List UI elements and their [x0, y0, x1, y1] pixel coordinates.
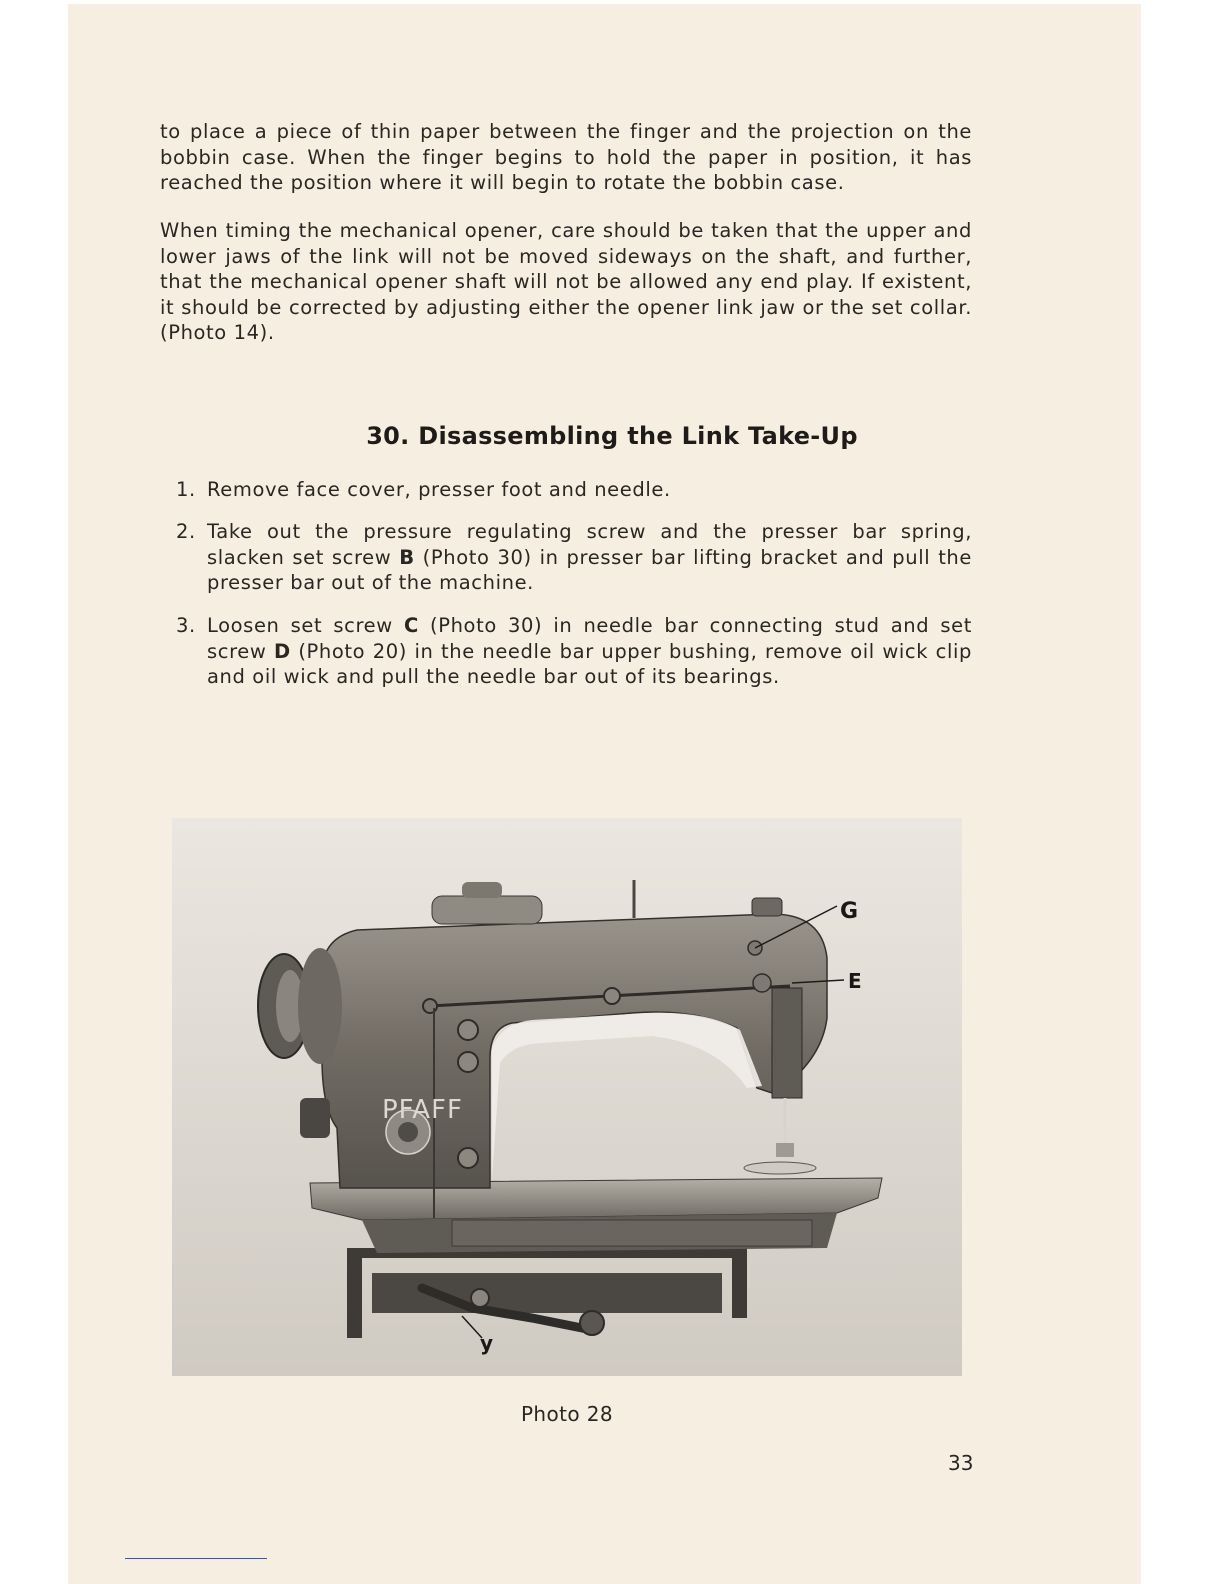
step-number: 3. [176, 614, 196, 637]
step-text-segment: Remove face cover, presser foot and needle. [207, 478, 671, 501]
sewing-machine-photo [172, 818, 962, 1376]
step-number: 1. [176, 478, 196, 501]
paragraph-text: to place a piece of thin paper between the finger and the projection on the bobbin case. When the finger begins to hold the paper in position, it has reached the position where it will begin to rotate the bobbin case. [160, 120, 972, 194]
step-text-segment: Take out the pressure regulating screw and the presser bar spring, slacken set screw [207, 520, 972, 569]
intro-paragraph-1 [160, 119, 972, 196]
step-text-segment: (Photo 30) in presser bar lifting bracket and pull the presser bar out of the machine. [207, 545, 972, 594]
step-text [207, 519, 972, 596]
step-text-segment: (Photo 20) in the needle bar upper bushing, remove oil wick clip and oil wick and pull the needle bar out of its bearings. [207, 639, 972, 688]
photo-caption: Photo 28 [520, 1402, 614, 1426]
brand-logo-text: PFAFF [382, 1095, 463, 1125]
screw-ref-c: C [403, 614, 419, 637]
label-y: y [480, 1331, 494, 1355]
screw-ref-b: B [399, 545, 415, 569]
label-e: E [848, 969, 862, 993]
step-text [207, 613, 972, 690]
step-number: 2. [176, 520, 196, 543]
page-number: 33 [948, 1451, 974, 1475]
label-g: G [840, 899, 859, 924]
intro-paragraph-2 [160, 218, 972, 346]
step-text [207, 477, 972, 503]
screw-ref-d: D [273, 639, 291, 663]
section-heading: 30. Disassembling the Link Take-Up [366, 422, 858, 450]
footer-rule [125, 1558, 267, 1559]
step-text-segment: Loosen set screw [207, 614, 404, 637]
step-text-segment: (Photo 30) in needle bar connecting stud and set screw [207, 614, 972, 663]
paragraph-text: When timing the mechanical opener, care should be taken that the upper and lower jaws of the link will not be moved sideways on the shaft, and further, that the mechanical opener shaft will not be allowed any end play. If existent, it should be corrected by adjusting either the opener link jaw or the set collar. (Photo 14). [160, 219, 972, 344]
